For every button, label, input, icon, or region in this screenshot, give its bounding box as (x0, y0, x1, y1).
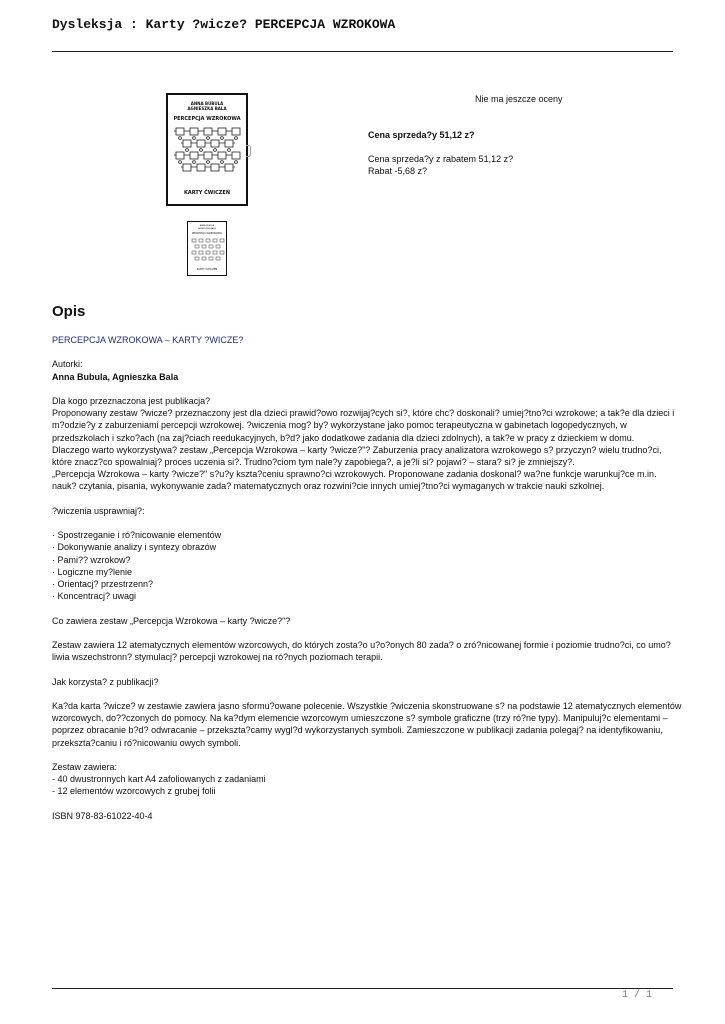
authors-names: Anna Bubula, Agnieszka Bala (52, 371, 179, 382)
intro-paragraph: Dlaczego warto wykorzystywa? zestaw „Percepcja Wzrokowa – karty ?wicze?"? Zaburzenia pracy analizatora wzrokowego s? przyczyn? wielu trudno?ci, które znacz?co spowalniaj? proces uczenia si?. Trudno?ciom tym nale?y zapobiega?, a je?li si? pojawi? – stara? si? je zmniejszy?. (52, 444, 662, 467)
cover-edge-tab (246, 145, 251, 157)
thumb-author-2: AGNIESZKA BALA (198, 228, 216, 230)
cover-author-2: AGNIESZKA BALA (187, 106, 227, 111)
set-heading: Zestaw zawiera: (52, 761, 118, 772)
rating-text: Nie ma jeszcze oceny (475, 94, 563, 104)
rebate-label: Rabat -5,68 z? (368, 166, 428, 176)
skill-item: · Orientacj? przestrzenn? (52, 579, 154, 589)
discount-price-label: Cena sprzeda?y z rabatem 51,12 z? (368, 154, 514, 164)
cover-author-1: ANNA BUBULA (190, 101, 224, 106)
cover-pattern-graphic (168, 125, 246, 183)
contents-answer: Zestaw zawiera 12 atematycznych elementów wzorcowych, do których zosta?o u?o?onych 80 zada? o zró?nicowanej formie i poziomie trudno?ci, co umo?liwia wszechstronn? stymulacj? percepcji wzrokowej na ró?nych poziomach terapii. (52, 639, 671, 663)
price-label: Cena sprzeda?y 51,12 z? (368, 130, 475, 140)
page-number: 1 / 1 (622, 990, 653, 1001)
skill-item: · Spostrzeganie i ró?nicowanie elementów (52, 530, 222, 541)
skill-item: · Logiczne my?lenie (52, 566, 133, 577)
intro-paragraph: Dla kogo przeznaczona jest publikacja? (52, 395, 211, 406)
isbn: ISBN 978-83-61022-40-4 (52, 810, 153, 821)
cover-title: PERCEPCJA WZROKOWA (173, 116, 241, 122)
skill-item: · Dokonywanie analizy i syntezy obrazów (52, 542, 217, 553)
thumb-pattern-graphic (188, 237, 226, 265)
set-item: - 40 dwustronnych kart A4 zafoliowanych z zadaniami (52, 774, 266, 785)
description-heading: Opis (52, 303, 86, 320)
product-cover-image[interactable] (166, 93, 248, 206)
product-title: PERCEPCJA WZROKOWA – KARTY ?WICZE? (52, 335, 244, 345)
intro-paragraph: Proponowany zestaw ?wicze? przeznaczony jest dla dzieci prawid?owo rozwijaj?cych si?, które chc? doskonali? umiej?tno?ci wzrokowe; a tak?e dla dzieci i m?odzie?y z zaburzeniami percepcji wzrokowej. ?wiczenia mog? by? wykorzystane jako pomoc terapeutyczna w gabinetach logopedycznych, w przedszkolach i szko?ach (na zaj?ciach reedukacyjnych, b?d? jako dodatkowe zadania dla dzieci zdolnych), a tak?e w pracy z dzieckiem w domu. (52, 408, 675, 443)
contents-question: Co zawiera zestaw „Percepcja Wzrokowa – karty ?wicze?"? (52, 615, 291, 626)
usage-answer: Ka?da karta ?wicze? w zestawie zawiera jasno sformu?owane polecenie. Wszystkie ?wiczenia skonstruowane s? na podstawie 12 atematycznych elementów wzorcowych, do??czonych do pomocy. Na ka?dym elemencie wzorcowym umieszczone s? symbole graficzne (trzy ró?ne typy). Manipuluj?c elementami – poprzez obracanie b?d? odwracanie – przekszta?camy wygl?d wykorzystanych symboli. Zamieszczone w publikacji zadania polegaj? na identyfikowaniu, przekszta?caniu i ró?nicowaniu owych symboli. (52, 700, 682, 748)
header-divider (52, 51, 673, 52)
thumb-subtitle: KARTY ĆWICZEŃ (196, 268, 218, 271)
description-body (52, 334, 682, 822)
authors-label: Autorki: (52, 359, 83, 370)
thumb-title: PERCEPCJA WZROKOWA (192, 232, 222, 235)
usage-question: Jak korzysta? z publikacji? (52, 676, 159, 687)
skill-item: · Koncentracj? uwagi (52, 591, 137, 602)
cover-subtitle: KARTY ĆWICZEŃ (183, 190, 231, 196)
intro-paragraph: „Percepcja Wzrokowa – karty ?wicze?" s?u?y kszta?ceniu sprawno?ci wzrokowych. Proponowane zadania doskonal? wa?ne funkcje warunkuj?ce m.in. nauk? czytania, pisania, wykonywanie zada? matematycznych oraz rozwini?cie innych umiej?tno?ci wymaganych w trakcie nauki szkolnej. (52, 469, 657, 492)
set-item: - 12 elementów wzorcowych z grubej folii (52, 786, 216, 797)
thumb-author-1: ANNA BUBULA (199, 225, 215, 227)
skills-heading: ?wiczenia usprawniaj?: (52, 505, 145, 516)
skill-item: · Pami?? wzrokow? (52, 554, 131, 565)
document-title: Dysleksja : Karty ?wicze? PERCEPCJA WZROKOWA (52, 17, 396, 32)
product-thumbnail-image[interactable] (187, 221, 227, 276)
footer-divider (52, 988, 673, 989)
